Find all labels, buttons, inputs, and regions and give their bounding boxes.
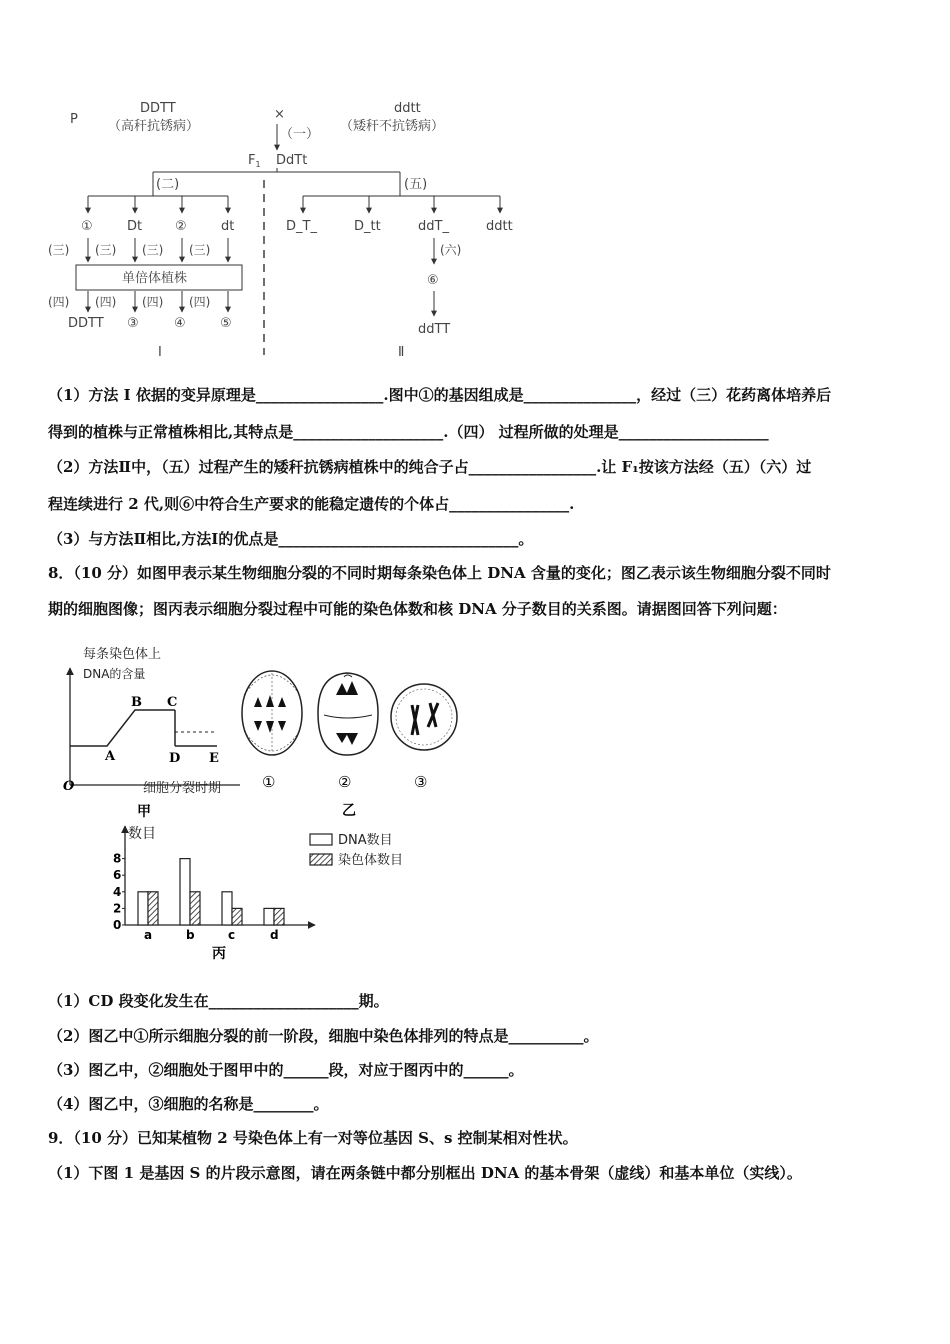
step3-label-4: (三) [189,243,211,257]
f1-genotype: DdTt [276,153,308,168]
step6-label: (六) [440,243,462,257]
jia-ylabel-1: 每条染色体上 [83,647,162,662]
f2-genotype-1: D_T_ [286,219,317,234]
bar-c-chromosome [232,908,242,925]
result-3: ③ [127,316,139,331]
p-label: P [70,112,78,127]
gamete-1: ① [81,219,93,234]
jia-point-d: D [169,751,181,766]
jia-origin: O [63,779,75,794]
category-label-b: b [186,928,195,942]
cell-2-label: ② [338,773,352,791]
bar-c-dna [222,892,232,925]
bar-d-chromosome [274,908,284,925]
step1-label: （一） [280,127,320,142]
step2-label: (二) [156,177,180,192]
cell-3-label: ③ [414,773,428,791]
step3-label-1: (三) [48,243,70,257]
jia-point-e: E [209,751,219,766]
step3-label-2: (三) [95,243,117,257]
cells-yi [232,665,472,825]
legend-chrom-label: 染色体数目 [338,853,404,868]
step4-label-4: (四) [189,295,211,309]
cell-1-image [242,671,302,755]
step3-label-3: (三) [142,243,164,257]
step4-label-1: (四) [48,295,70,309]
bar-b-chromosome [190,892,200,925]
q8-line-1: 8．（10 分）如图甲表示某生物细胞分裂的不同时期每条染色体上 DNA 含量的变化；图乙表示该生物细胞分裂不同时 [48,564,831,582]
cell-2-image [318,673,378,755]
jia-xlabel: 细胞分裂时期 [143,781,222,796]
q7-line-1: （1）方法 I 依据的变异原理是_________________.图中①的基因组成是_______________，经过（三）花药离体培养后 [48,386,832,404]
f2-genotype-4: ddtt [486,219,513,234]
result-4: ④ [174,316,186,331]
jia-ylabel-2: DNA的含量 [83,667,146,681]
gamete-4: dt [221,219,235,234]
y-tick-label: 4 [113,884,122,899]
q8-question-2: （2）图乙中①所示细胞分裂的前一阶段，细胞中染色体排列的特点是__________。 [48,1027,599,1045]
gamete-2: Dt [127,219,143,234]
jia-curve [70,710,175,746]
q8-question-1: （1）CD 段变化发生在____________________期。 [48,992,389,1010]
f1-label: $F_1$ [248,153,261,169]
cross-symbol: × [274,107,285,122]
result-5: ⑤ [220,316,232,331]
right-six: ⑥ [427,273,439,288]
gamete-3: ② [175,219,187,234]
f2-genotype-3: ddT_ [418,219,449,234]
bing-ylabel: 数目 [128,826,156,842]
bing-caption: 丙 [212,946,226,962]
q7-line-5: （3）与方法Ⅱ相比,方法Ⅰ的优点是________________________________。 [48,530,534,548]
category-label-c: c [228,928,236,942]
breeding-diagram [0,0,950,370]
chart-jia [55,640,245,825]
q8-question-4: （4）图乙中，③细胞的名称是________。 [48,1095,329,1113]
category-label-a: a [144,928,153,942]
cell-3-image [391,684,457,750]
jia-caption: 甲 [137,804,151,820]
method-1-label: I [158,345,162,360]
q9-line-2: （1）下图 1 是基因 S 的片段示意图，请在两条链中都分别框出 DNA 的基本骨架（虚线）和基本单位（实线）。 [48,1164,802,1182]
q8-line-2: 期的细胞图像；图丙表示细胞分裂过程中可能的染色体数和核 DNA 分子数目的关系图。请据图回答下列问题： [48,600,787,618]
step4-label-2: (四) [95,295,117,309]
haploid-label: 单倍体植株 [122,271,188,286]
q9-line-1: 9．（10 分）已知某植物 2 号染色体上有一对等位基因 S、s 控制某相对性状。 [48,1129,578,1147]
parent2-genotype: ddtt [394,101,421,116]
right-final: ddTT [418,322,451,337]
f2-genotype-2: D_tt [354,219,381,234]
jia-point-c: C [167,695,178,710]
method-2-label: Ⅱ [398,345,405,360]
step4-label-3: (四) [142,295,164,309]
bar-b-dna [180,859,190,925]
q8-question-3: （3）图乙中，②细胞处于图甲中的______段，对应于图丙中的______。 [48,1061,524,1079]
q7-line-2: 得到的植株与正常植株相比,其特点是____________________.（四） 过程所做的处理是____________________ [48,423,769,441]
q7-line-4: 程连续进行 2 代,则⑥中符合生产要求的能稳定遗传的个体占________________. [48,495,575,513]
jia-point-b: B [131,695,142,710]
parent2-phenotype: （矮秆不抗锈病） [340,119,445,134]
chart-bing [100,818,440,968]
parent1-genotype: DDTT [140,101,176,116]
legend-chrom-swatch [310,854,332,865]
jia-point-a: A [105,749,116,764]
category-label-d: d [270,928,279,942]
cell-1-label: ① [262,773,276,791]
legend-dna-swatch [310,834,332,845]
bar-d-dna [264,908,274,925]
y-tick-label: 2 [113,901,122,916]
step5-label: (五) [404,177,428,192]
y-tick-label: 8 [113,851,122,866]
result-ddtt: DDTT [68,316,104,331]
bar-a-dna [138,892,148,925]
y-tick-label: 0 [113,918,122,932]
bar-a-chromosome [148,892,158,925]
legend-dna-label: DNA数目 [338,833,393,848]
y-tick-label: 6 [113,868,122,883]
parent1-phenotype: （高秆抗锈病） [108,119,200,134]
q7-line-3: （2）方法Ⅱ中，（五）过程产生的矮秆抗锈病植株中的纯合子占_________________.让 F₁按该方法经（五）（六）过 [48,458,812,476]
yi-caption: 乙 [342,803,356,819]
